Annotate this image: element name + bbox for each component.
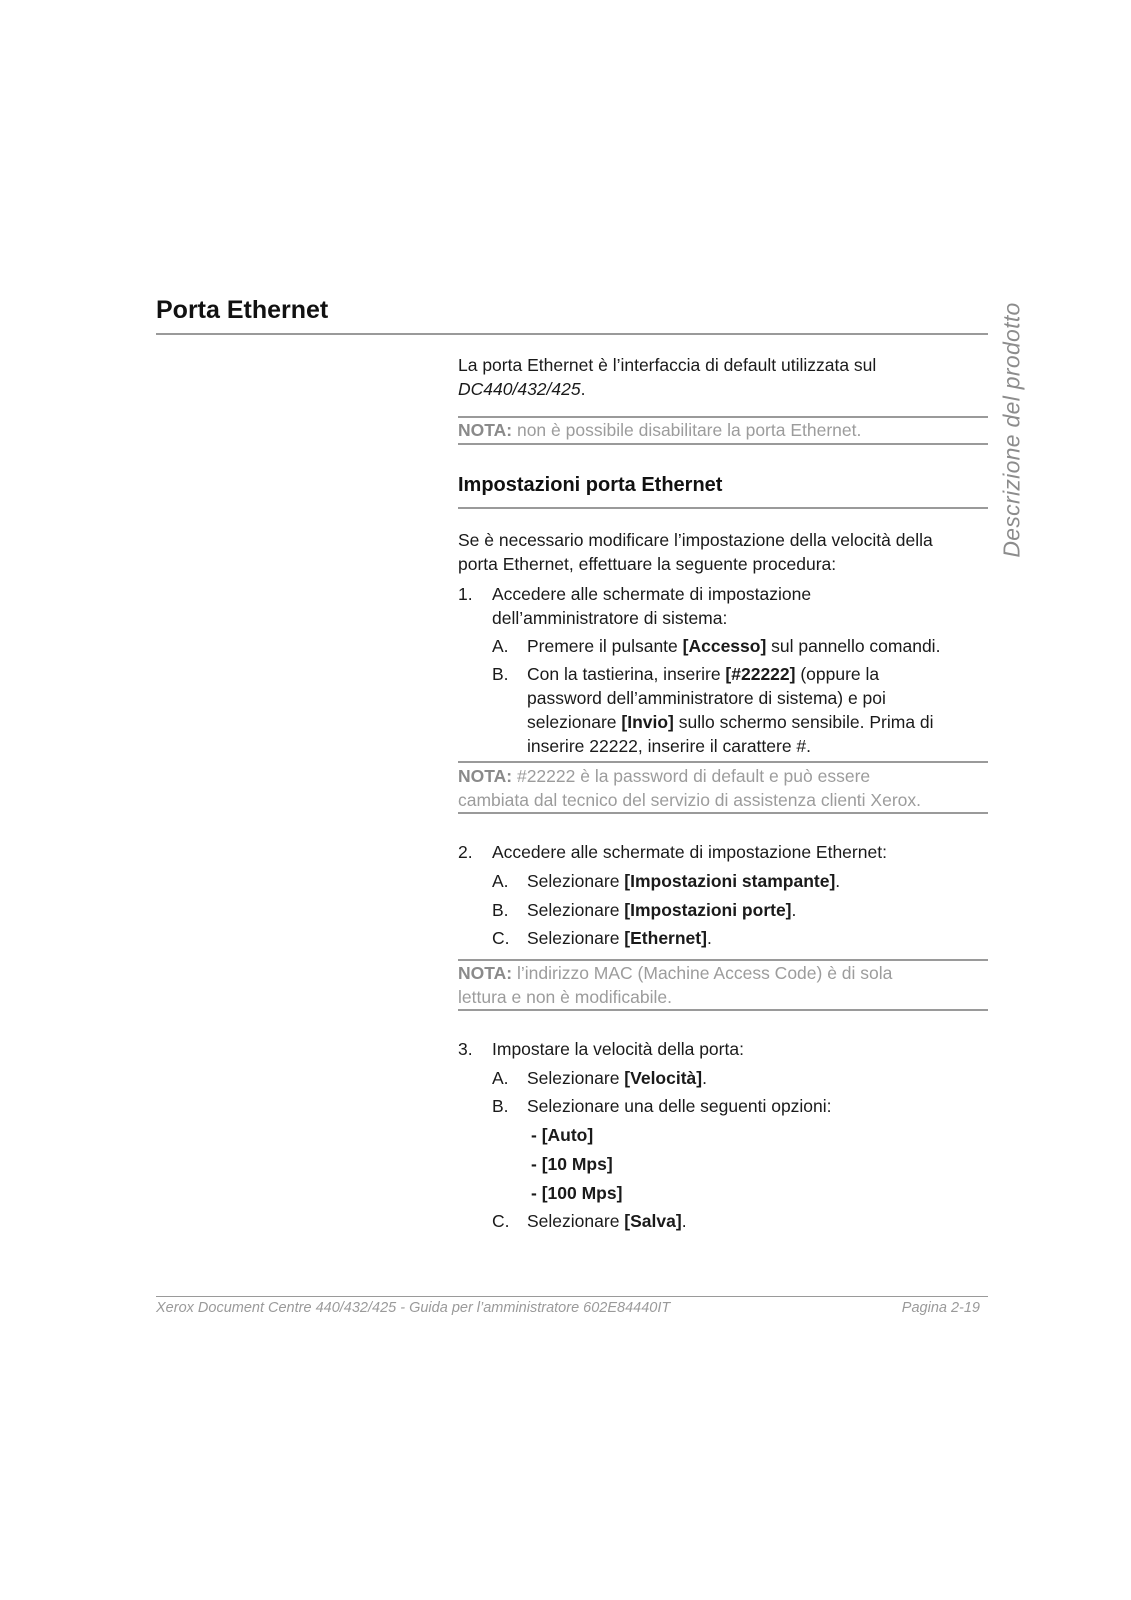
step-1-number: 1.	[458, 584, 473, 604]
step-3-number: 3.	[458, 1039, 473, 1059]
note-3-bottom-rule	[458, 1009, 988, 1011]
intro-line-2: DC440/432/425.	[458, 379, 586, 399]
model-name: DC440/432/425	[458, 379, 581, 399]
step-2b-letter: B.	[492, 900, 509, 920]
speed-option-100: - [100 Mps]	[531, 1183, 623, 1203]
note-3-label: NOTA:	[458, 963, 513, 983]
step-3a-letter: A.	[492, 1068, 509, 1088]
note-2-bottom-rule	[458, 812, 988, 814]
section-underline	[458, 507, 988, 509]
step-3c-text: Selezionare [Salva].	[527, 1211, 687, 1231]
intro-paragraph	[458, 353, 988, 401]
section-intro-line-1: Se è necessario modificare l’impostazione della velocità della	[458, 530, 933, 550]
footer-doc-title: Xerox Document Centre 440/432/425 - Guida per l’amministratore 602E84440IT	[156, 1300, 671, 1316]
speed-option-auto: - [Auto]	[531, 1125, 594, 1145]
step-2c-letter: C.	[492, 928, 510, 948]
footer-page-number: Pagina 2-19	[901, 1300, 980, 1316]
note-1-bottom-rule	[458, 443, 988, 445]
side-tab-label: Descrizione del prodotto	[998, 302, 1025, 558]
note-2-label: NOTA:	[458, 766, 513, 786]
step-2a-letter: A.	[492, 871, 509, 891]
step-3b-letter: B.	[492, 1096, 509, 1116]
note-1-text: non è possibile disabilitare la porta Ethernet.	[512, 420, 862, 440]
step-3b-text: Selezionare una delle seguenti opzioni:	[527, 1096, 832, 1116]
section-title: Impostazioni porta Ethernet	[458, 474, 723, 496]
step-1a-text: Premere il pulsante [Accesso] sul pannello comandi.	[527, 636, 941, 656]
note-1	[458, 418, 988, 442]
step-1a-letter: A.	[492, 636, 509, 656]
note-2-top-rule	[458, 761, 988, 763]
speed-option-10: - [10 Mps]	[531, 1154, 613, 1174]
step-1-text: Accedere alle schermate di impostazione dell’amministratore di sistema:	[492, 584, 812, 628]
title-underline	[156, 333, 988, 335]
step-3-text: Impostare la velocità della porta:	[492, 1039, 744, 1059]
step-2-text: Accedere alle schermate di impostazione Ethernet:	[492, 842, 887, 862]
step-1b-letter: B.	[492, 664, 509, 684]
step-3a-text: Selezionare [Velocità].	[527, 1068, 707, 1088]
step-2b-text: Selezionare [Impostazioni porte].	[527, 900, 797, 920]
note-3: NOTA: l’indirizzo MAC (Machine Access Code) è di sola lettura e non è modificabile.	[458, 963, 893, 1007]
note-2: NOTA: #22222 è la password di default e può essere cambiata dal tecnico del servizio di assistenza clienti Xerox.	[458, 766, 921, 810]
footer-rule	[156, 1296, 988, 1297]
step-3c-letter: C.	[492, 1211, 510, 1231]
intro-line-1: La porta Ethernet è l’interfaccia di default utilizzata sul	[458, 355, 877, 375]
step-1b-text: Con la tastierina, inserire [#22222] (oppure la password dell’amministratore di sistema) e poi selezionare [Invio] sullo schermo sensibile. Prima di inserire 22222, inserire il carattere #.	[527, 664, 934, 756]
section-intro	[458, 528, 988, 576]
step-2-number: 2.	[458, 842, 473, 862]
section-intro-line-2: porta Ethernet, effettuare la seguente procedura:	[458, 554, 837, 574]
step-2a-text: Selezionare [Impostazioni stampante].	[527, 871, 841, 891]
note-1-label: NOTA:	[458, 420, 513, 440]
step-2c-text: Selezionare [Ethernet].	[527, 928, 712, 948]
page-title: Porta Ethernet	[156, 296, 329, 324]
